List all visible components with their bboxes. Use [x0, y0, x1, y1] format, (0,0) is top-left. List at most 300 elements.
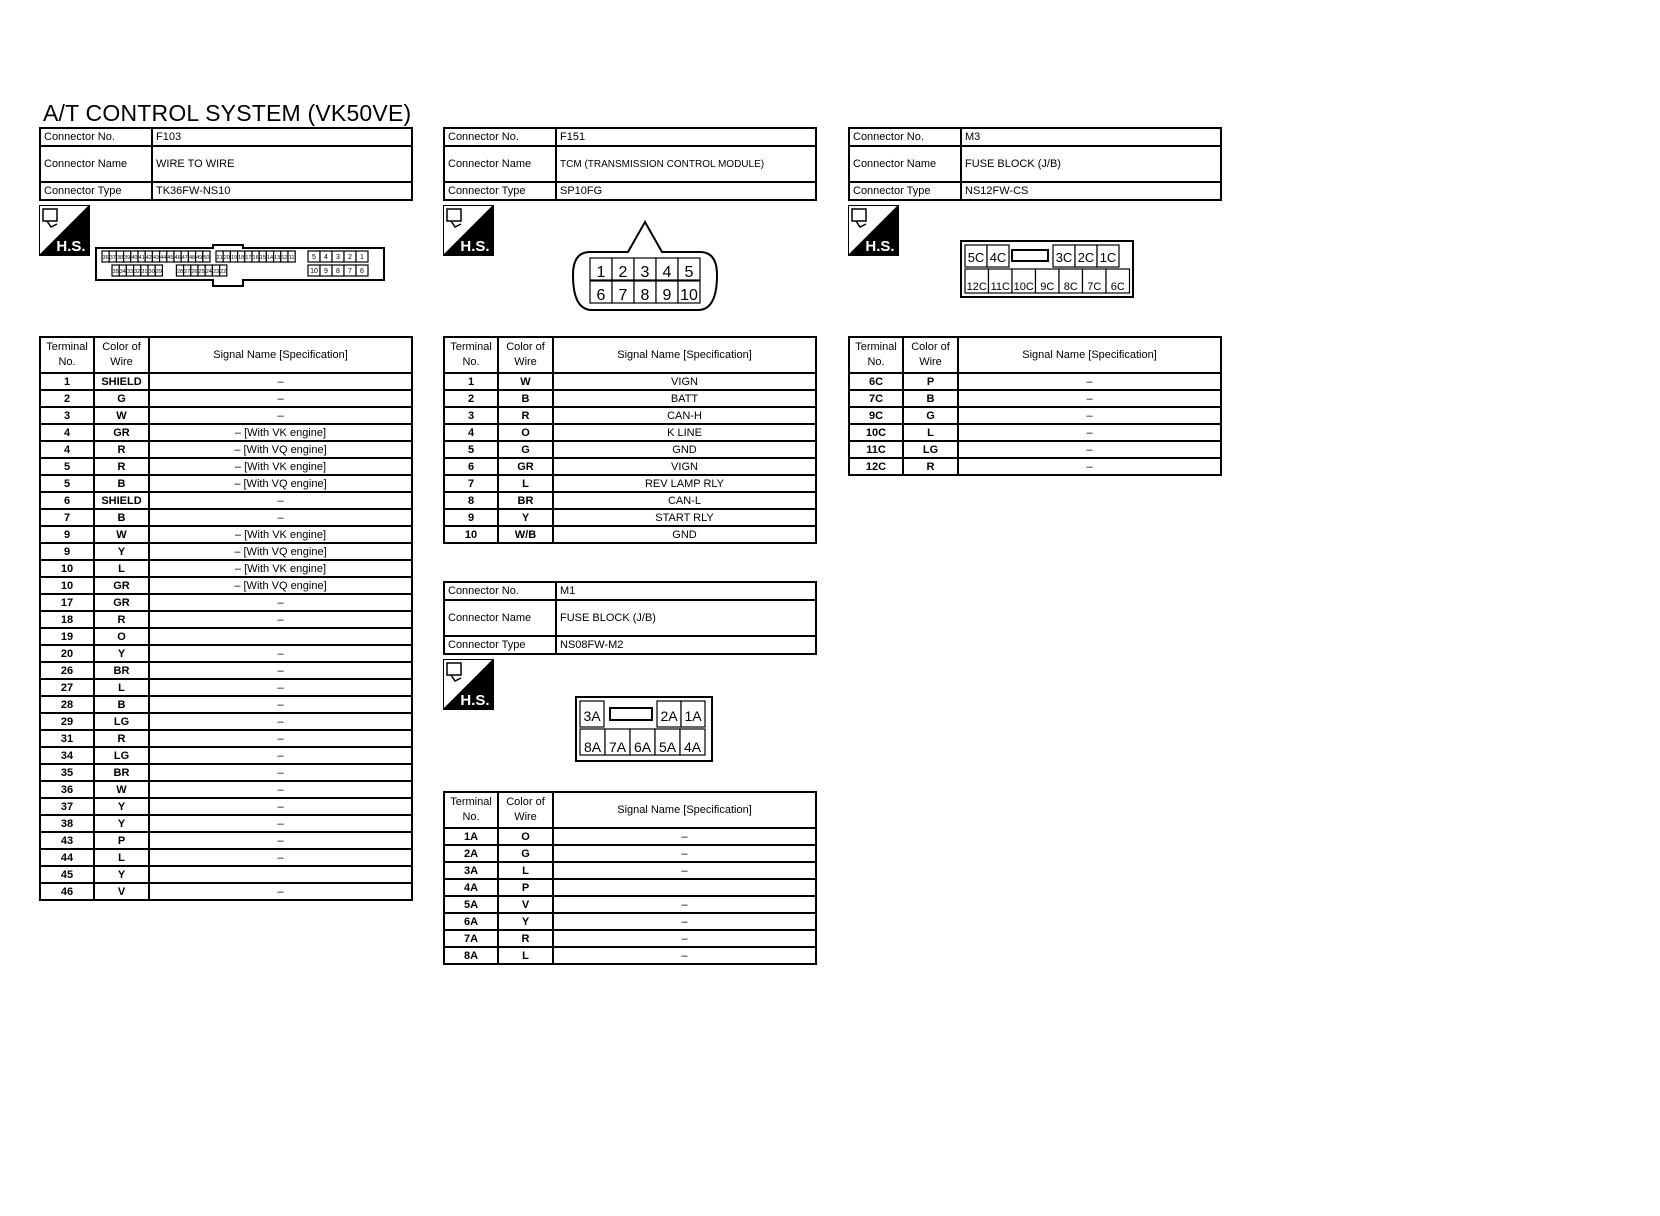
signal-name-cell: – [With VQ engine]: [149, 475, 412, 492]
terminal-table-f103: [39, 336, 413, 901]
table-row: [40, 560, 412, 577]
harness-side-icon: [39, 205, 90, 256]
pin-label: 3A: [583, 708, 601, 724]
signal-name-cell: – [With VQ engine]: [149, 577, 412, 594]
terminal-no-cell: 29: [40, 713, 94, 730]
wire-color-cell: Y: [498, 509, 553, 526]
terminal-no-cell: 1A: [444, 828, 498, 845]
pin-label: 8A: [583, 739, 602, 755]
wire-color-cell: GR: [94, 577, 149, 594]
signal-name-cell: START RLY: [553, 509, 816, 526]
pin-label: 36: [102, 255, 109, 261]
pin-label: 5: [684, 264, 694, 281]
connector-no-value: M3: [961, 128, 1221, 146]
signal-name-cell: –: [958, 390, 1221, 407]
table-row: [40, 849, 412, 866]
wire-color-cell: B: [903, 390, 958, 407]
signal-name-cell: GND: [553, 441, 816, 458]
signal-name-cell: –: [149, 492, 412, 509]
wire-color-cell: GR: [498, 458, 553, 475]
hs-label: H.S.: [865, 238, 895, 255]
table-row: [444, 526, 816, 543]
pin-label: 19: [230, 255, 238, 261]
wire-color-cell: L: [903, 424, 958, 441]
signal-name-cell: –: [958, 441, 1221, 458]
wire-color-cell: V: [498, 896, 553, 913]
table-row: [40, 883, 412, 900]
wire-color-cell: LG: [903, 441, 958, 458]
key-slot: [610, 708, 652, 720]
connector-name-value: TCM (TRANSMISSION CONTROL MODULE): [556, 146, 816, 182]
signal-name-header: Signal Name [Specification]: [553, 337, 816, 373]
connector-type-label: Connector Type: [40, 182, 152, 200]
wire-color-cell: Y: [94, 866, 149, 883]
pin-label: 47: [181, 255, 188, 261]
pin-label: 24: [205, 269, 212, 275]
connector-info-f151: [443, 127, 817, 201]
terminal-no-cell: 38: [40, 815, 94, 832]
terminal-no-header: Terminal No.: [849, 337, 903, 373]
signal-name-header: Signal Name [Specification]: [149, 337, 412, 373]
table-row: [40, 696, 412, 713]
signal-name-cell: –: [149, 662, 412, 679]
wire-color-cell: P: [94, 832, 149, 849]
terminal-no-cell: 2: [444, 390, 498, 407]
pin-label: 3C: [1055, 250, 1073, 265]
table-row: [444, 492, 816, 509]
table-row: [40, 543, 412, 560]
terminal-no-cell: 35: [40, 764, 94, 781]
pin-label: 11: [288, 255, 295, 261]
terminal-no-header: Terminal No.: [40, 337, 94, 373]
table-row: [40, 509, 412, 526]
table-row: [849, 458, 1221, 475]
terminal-no-cell: 6: [40, 492, 94, 509]
wire-color-cell: R: [498, 930, 553, 947]
terminal-no-cell: 12C: [849, 458, 903, 475]
table-row: [40, 781, 412, 798]
signal-name-cell: –: [958, 458, 1221, 475]
hs-label: H.S.: [56, 238, 86, 255]
pin-label: 8C: [1063, 281, 1078, 293]
terminal-no-cell: 37: [40, 798, 94, 815]
signal-name-cell: VIGN: [553, 373, 816, 390]
hs-label: H.S.: [460, 238, 490, 255]
pin-label: 32: [134, 269, 141, 275]
wire-color-cell: O: [498, 424, 553, 441]
terminal-table-m1: [443, 791, 817, 965]
connector-no-value: F103: [152, 128, 412, 146]
connector-type-value: NS12FW-CS: [961, 182, 1221, 200]
connector-face-m1: [575, 696, 713, 762]
signal-name-cell: –: [553, 828, 816, 845]
terminal-no-cell: 5: [40, 475, 94, 492]
signal-name-cell: –: [553, 930, 816, 947]
signal-name-cell: –: [149, 509, 412, 526]
pin-label: 40: [131, 255, 138, 261]
pin-label: 30: [148, 269, 155, 275]
terminal-no-cell: 7: [444, 475, 498, 492]
terminal-no-cell: 7: [40, 509, 94, 526]
wire-color-cell: Y: [498, 913, 553, 930]
terminal-no-cell: 11C: [849, 441, 903, 458]
connector-no-label: Connector No.: [40, 128, 152, 146]
pin-label: 17: [245, 255, 252, 261]
terminal-no-cell: 10: [444, 526, 498, 543]
terminal-no-cell: 28: [40, 696, 94, 713]
pin-label: 6C: [1110, 281, 1125, 293]
table-row: [40, 730, 412, 747]
pin-label: 37: [109, 255, 116, 261]
terminal-no-cell: 1: [40, 373, 94, 390]
signal-name-cell: –: [149, 390, 412, 407]
connector-type-value: TK36FW-NS10: [152, 182, 412, 200]
terminal-no-cell: 5: [444, 441, 498, 458]
terminal-no-cell: 5: [40, 458, 94, 475]
signal-name-cell: – [With VK engine]: [149, 560, 412, 577]
pin-label: 6: [596, 287, 606, 304]
pin-label: 28: [176, 269, 184, 275]
wire-color-cell: W: [94, 526, 149, 543]
pin-label: 22: [220, 269, 227, 275]
pin-label: 10C: [1013, 281, 1034, 293]
pin-label: 9C: [1040, 281, 1055, 293]
pin-label: 1: [596, 264, 606, 281]
connector-name-label: Connector Name: [444, 600, 556, 636]
pin-label: 38: [116, 255, 124, 261]
pin-label: 7A: [608, 739, 627, 755]
terminal-no-cell: 9: [444, 509, 498, 526]
connector-info-f103: [39, 127, 413, 201]
terminal-no-cell: 26: [40, 662, 94, 679]
pin-label: 4: [324, 254, 328, 261]
terminal-no-cell: 1: [444, 373, 498, 390]
pin-label: 16: [252, 255, 259, 261]
terminal-no-cell: 2A: [444, 845, 498, 862]
pin-label: 43: [152, 255, 160, 261]
connector-face-f151: [570, 220, 720, 312]
terminal-no-cell: 3A: [444, 862, 498, 879]
signal-name-cell: –: [149, 832, 412, 849]
signal-name-cell: – [With VK engine]: [149, 526, 412, 543]
harness-side-icon: [443, 659, 494, 710]
pin-label: 7: [348, 268, 352, 275]
pin-label: 9: [324, 268, 328, 275]
terminal-no-cell: 4: [40, 424, 94, 441]
terminal-no-cell: 46: [40, 883, 94, 900]
signal-name-cell: – [With VK engine]: [149, 458, 412, 475]
connector-no-label: Connector No.: [444, 128, 556, 146]
terminal-no-cell: 3: [40, 407, 94, 424]
signal-name-cell: CAN-H: [553, 407, 816, 424]
connector-info-m3: [848, 127, 1222, 201]
pin-label: 1A: [684, 708, 702, 724]
pin-label: 31: [141, 269, 148, 275]
signal-name-cell: GND: [553, 526, 816, 543]
signal-name-cell: –: [149, 883, 412, 900]
terminal-no-cell: 17: [40, 594, 94, 611]
terminal-no-cell: 10: [40, 577, 94, 594]
table-row: [444, 930, 816, 947]
table-row: [40, 747, 412, 764]
table-row: [40, 662, 412, 679]
table-row: [40, 798, 412, 815]
terminal-no-cell: 27: [40, 679, 94, 696]
wire-color-cell: B: [94, 509, 149, 526]
connector-no-label: Connector No.: [849, 128, 961, 146]
terminal-no-cell: 2: [40, 390, 94, 407]
table-row: [40, 832, 412, 849]
table-row: [444, 509, 816, 526]
table-row: [40, 390, 412, 407]
table-row: [444, 373, 816, 390]
signal-name-cell: –: [149, 764, 412, 781]
wire-color-cell: W: [498, 373, 553, 390]
page-title: A/T CONTROL SYSTEM (VK50VE): [43, 100, 412, 126]
wire-color-cell: L: [94, 849, 149, 866]
signal-name-cell: –: [149, 713, 412, 730]
pin-label: 8: [640, 287, 650, 304]
signal-name-cell: –: [149, 696, 412, 713]
wire-color-cell: O: [94, 628, 149, 645]
terminal-no-cell: 9: [40, 543, 94, 560]
signal-name-cell: –: [149, 730, 412, 747]
pin-label: 27: [184, 269, 191, 275]
wire-color-header: Color of Wire: [498, 792, 553, 828]
table-row: [40, 764, 412, 781]
table-row: [849, 407, 1221, 424]
wire-color-cell: R: [903, 458, 958, 475]
pin-label: 6: [360, 268, 364, 275]
pin-label: 5: [312, 254, 316, 261]
wire-color-cell: W: [94, 781, 149, 798]
pin-label: 46: [174, 255, 181, 261]
terminal-no-cell: 45: [40, 866, 94, 883]
pin-label: 4C: [989, 250, 1007, 265]
pin-label: 1: [360, 254, 364, 261]
wire-color-cell: G: [94, 390, 149, 407]
pin-label: 18: [238, 255, 245, 261]
pin-label: 10: [680, 287, 698, 304]
terminal-no-cell: 34: [40, 747, 94, 764]
connector-no-label: Connector No.: [444, 582, 556, 600]
signal-name-cell: – [With VK engine]: [149, 424, 412, 441]
terminal-no-cell: 6A: [444, 913, 498, 930]
signal-name-cell: –: [149, 611, 412, 628]
pin-label: 49: [196, 255, 203, 261]
connector-name-value: FUSE BLOCK (J/B): [556, 600, 816, 636]
table-row: [444, 407, 816, 424]
table-row: [40, 815, 412, 832]
pin-label: 6A: [633, 739, 652, 755]
table-row: [444, 896, 816, 913]
signal-name-cell: BATT: [553, 390, 816, 407]
terminal-no-cell: 31: [40, 730, 94, 747]
terminal-no-cell: 8A: [444, 947, 498, 964]
signal-name-cell: –: [149, 407, 412, 424]
pin-label: 25: [198, 269, 205, 275]
connector-name-value: FUSE BLOCK (J/B): [961, 146, 1221, 182]
terminal-no-cell: 18: [40, 611, 94, 628]
table-row: [40, 611, 412, 628]
wire-color-cell: O: [498, 828, 553, 845]
pin-label: 2C: [1077, 250, 1095, 265]
pin-label: 5C: [967, 250, 985, 265]
pin-label: 48: [188, 255, 196, 261]
table-row: [40, 679, 412, 696]
terminal-no-cell: 9C: [849, 407, 903, 424]
terminal-no-cell: 36: [40, 781, 94, 798]
wire-color-cell: L: [94, 560, 149, 577]
terminal-table-f151: [443, 336, 817, 544]
table-row: [444, 390, 816, 407]
wire-color-cell: Y: [94, 543, 149, 560]
signal-name-cell: –: [958, 407, 1221, 424]
wire-color-cell: Y: [94, 815, 149, 832]
pin-label: 1C: [1099, 250, 1117, 265]
terminal-no-cell: 6C: [849, 373, 903, 390]
table-row: [444, 424, 816, 441]
table-row: [444, 458, 816, 475]
table-row: [40, 577, 412, 594]
connector-type-value: SP10FG: [556, 182, 816, 200]
table-row: [40, 441, 412, 458]
wire-color-cell: V: [94, 883, 149, 900]
wire-color-cell: L: [498, 947, 553, 964]
wire-color-cell: BR: [498, 492, 553, 509]
wire-color-cell: R: [94, 441, 149, 458]
wire-color-cell: R: [498, 407, 553, 424]
wire-color-cell: Y: [94, 798, 149, 815]
wire-color-cell: SHIELD: [94, 373, 149, 390]
pin-label: 34: [119, 269, 126, 275]
wire-color-cell: P: [903, 373, 958, 390]
signal-name-cell: – [With VQ engine]: [149, 441, 412, 458]
signal-name-cell: – [With VQ engine]: [149, 543, 412, 560]
table-row: [40, 458, 412, 475]
wire-color-cell: GR: [94, 424, 149, 441]
pin-label: 12: [281, 255, 288, 261]
hs-label: H.S.: [460, 692, 490, 709]
connector-name-label: Connector Name: [444, 146, 556, 182]
connector-no-value: F151: [556, 128, 816, 146]
connector-type-value: NS08FW-M2: [556, 636, 816, 654]
connector-type-label: Connector Type: [444, 636, 556, 654]
terminal-no-cell: 20: [40, 645, 94, 662]
pin-label: 35: [112, 269, 119, 275]
pin-label: 12C: [966, 281, 987, 293]
signal-name-cell: –: [149, 781, 412, 798]
terminal-no-cell: 4A: [444, 879, 498, 896]
table-row: [444, 862, 816, 879]
pin-label: 13: [274, 255, 281, 261]
signal-name-cell: –: [149, 815, 412, 832]
pin-label: 14: [266, 255, 274, 261]
wire-color-cell: L: [94, 679, 149, 696]
pin-label: 7C: [1087, 281, 1102, 293]
signal-name-cell: –: [149, 747, 412, 764]
table-row: [444, 441, 816, 458]
signal-name-cell: [149, 866, 412, 883]
pin-label: 45: [167, 255, 174, 261]
wire-color-cell: B: [94, 475, 149, 492]
terminal-no-cell: 4: [40, 441, 94, 458]
signal-name-cell: –: [553, 845, 816, 862]
connector-name-label: Connector Name: [849, 146, 961, 182]
terminal-no-header: Terminal No.: [444, 337, 498, 373]
terminal-no-cell: 5A: [444, 896, 498, 913]
table-row: [849, 441, 1221, 458]
pin-label: 7: [618, 287, 628, 304]
wire-color-cell: G: [903, 407, 958, 424]
terminal-no-cell: 7C: [849, 390, 903, 407]
terminal-no-header: Terminal No.: [444, 792, 498, 828]
signal-name-cell: –: [149, 594, 412, 611]
pin-label: 26: [191, 269, 198, 275]
table-row: [40, 492, 412, 509]
connector-name-value: WIRE TO WIRE: [152, 146, 412, 182]
signal-name-header: Signal Name [Specification]: [553, 792, 816, 828]
pin-label: 8: [336, 268, 340, 275]
table-row: [40, 373, 412, 390]
wire-color-cell: P: [498, 879, 553, 896]
key-slot: [1012, 250, 1048, 261]
wire-color-header: Color of Wire: [498, 337, 553, 373]
pin-label: 29: [155, 269, 162, 275]
signal-name-header: Signal Name [Specification]: [958, 337, 1221, 373]
signal-name-cell: VIGN: [553, 458, 816, 475]
pin-label: 3: [640, 264, 650, 281]
table-row: [40, 866, 412, 883]
pin-label: 23: [212, 269, 220, 275]
connector-no-value: M1: [556, 582, 816, 600]
signal-name-cell: –: [149, 373, 412, 390]
wire-color-cell: R: [94, 458, 149, 475]
pin-label: 9: [662, 287, 672, 304]
wire-color-cell: L: [498, 862, 553, 879]
pin-label: 42: [145, 255, 152, 261]
wire-color-cell: R: [94, 730, 149, 747]
terminal-no-cell: 19: [40, 628, 94, 645]
pin-label: 20: [223, 255, 230, 261]
pin-label: 2: [348, 254, 352, 261]
pin-label: 4A: [683, 739, 702, 755]
pin-label: 2A: [660, 708, 678, 724]
table-row: [40, 407, 412, 424]
pin-label: 21: [216, 255, 223, 261]
pin-label: 15: [259, 255, 266, 261]
signal-name-cell: –: [553, 913, 816, 930]
table-row: [40, 645, 412, 662]
table-row: [849, 390, 1221, 407]
pin-label: 10: [310, 268, 318, 275]
table-row: [444, 879, 816, 896]
wire-color-cell: L: [498, 475, 553, 492]
table-row: [40, 594, 412, 611]
pin-label: 41: [138, 255, 145, 261]
table-row: [40, 424, 412, 441]
terminal-no-cell: 3: [444, 407, 498, 424]
pin-label: 39: [124, 255, 131, 261]
signal-name-cell: –: [149, 679, 412, 696]
pin-label: 2: [618, 264, 628, 281]
signal-name-cell: –: [149, 798, 412, 815]
wire-color-cell: G: [498, 845, 553, 862]
wire-color-cell: B: [498, 390, 553, 407]
signal-name-cell: –: [149, 645, 412, 662]
wire-color-header: Color of Wire: [94, 337, 149, 373]
table-row: [444, 913, 816, 930]
